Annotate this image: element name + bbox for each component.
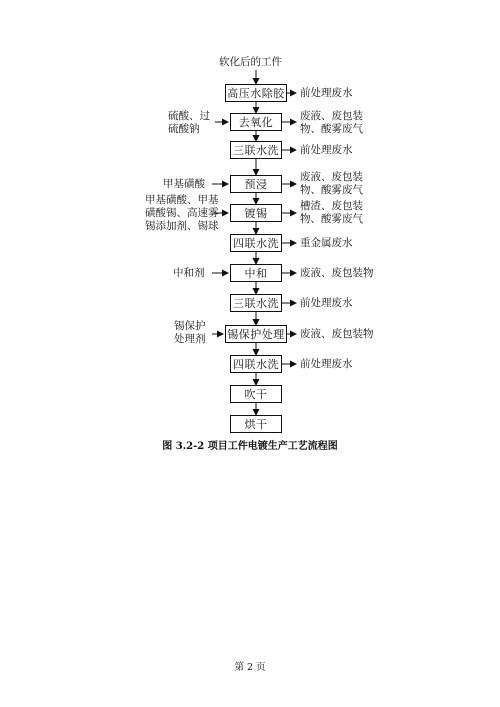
input-workpiece-label: 软化后的工件 (219, 56, 282, 68)
input-label: 甲基磺酸 (163, 178, 205, 190)
output-label: 废液、废包装 物、酸雾废气 (300, 110, 363, 135)
step-blow-dry: 吹干 (230, 385, 282, 403)
output-label: 废液、废包装物 (300, 267, 374, 279)
output-label: 废液、废包装物 (300, 328, 374, 340)
step-tin-plating: 镀锡 (230, 204, 282, 222)
input-label: 硫酸、过 硫酸钠 (168, 110, 210, 135)
step-quad-rinse-2: 四联水洗 (230, 355, 282, 373)
input-label: 中和剂 (173, 267, 205, 279)
output-label: 前处理废水 (300, 144, 353, 156)
step-triple-rinse-1: 三联水洗 (230, 141, 282, 159)
output-label: 废液、废包装 物、酸雾废气 (300, 171, 363, 196)
step-deoxidation: 去氧化 (230, 113, 282, 131)
figure-caption: 图 3.2-2 项目工件电镀生产工艺流程图 (162, 441, 338, 452)
output-label: 前处理废水 (300, 358, 353, 370)
step-neutralization: 中和 (230, 264, 282, 282)
input-label: 锡保护 处理剂 (174, 320, 206, 345)
step-quad-rinse-1: 四联水洗 (230, 234, 282, 252)
output-label: 前处理废水 (300, 87, 353, 99)
output-label: 重金属废水 (300, 237, 353, 249)
step-triple-rinse-2: 三联水洗 (230, 294, 282, 312)
page-number: 第 2 页 (234, 662, 266, 673)
step-bake-dry: 烘干 (230, 415, 282, 433)
step-tin-protection: 锡保护处理 (225, 325, 287, 343)
output-label: 前处理废水 (300, 297, 353, 309)
step-high-pressure-degumming: 高压水除胶 (225, 84, 287, 102)
input-label: 甲基磺酸、甲基 磺酸锡、高速雾 锡添加剂、锡球 (145, 194, 219, 232)
output-label: 槽渣、废包装 物、酸雾废气 (300, 200, 363, 225)
step-pre-dip: 预浸 (230, 175, 282, 193)
